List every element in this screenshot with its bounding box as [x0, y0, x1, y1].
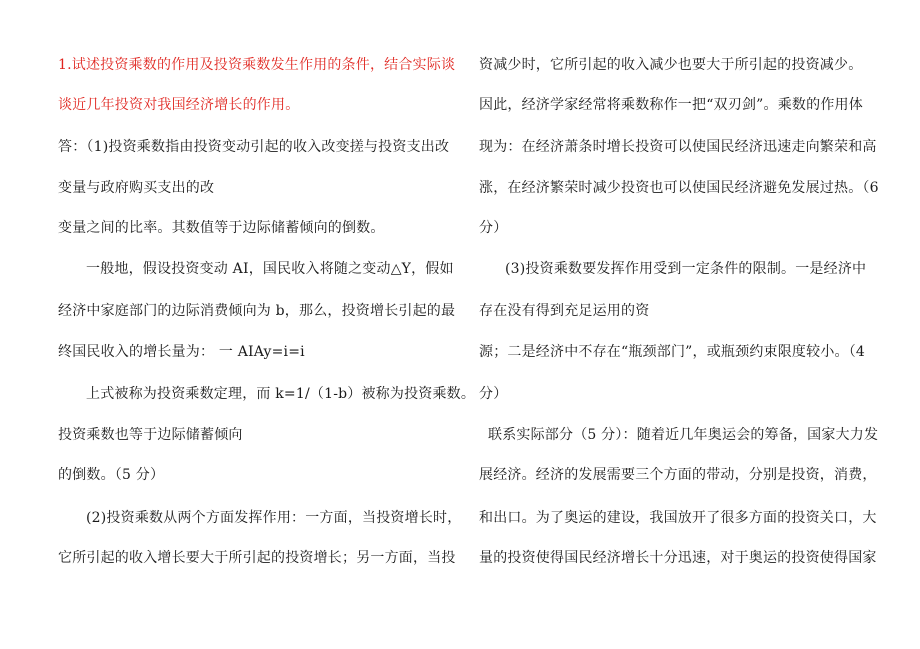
right-line-4: 涨，在经济繁荣时减少投资也可以使国民经济避免发展过热。（6: [479, 180, 879, 196]
right-line-8: 源；二是经济中不存在“瓶颈部门”，或瓶颈约束限度较小。（4: [479, 344, 866, 360]
paragraph-4-line-1: (2)投资乘数从两个方面发挥作用：一方面，当投资增长时，: [86, 510, 462, 526]
paragraph-2-line-3: 终国民收入的增长量为： 一 AIAy=i=i: [58, 344, 305, 360]
right-line-5: 分）: [479, 220, 508, 236]
answer-1-line-2: 变量与政府购买支出的改: [58, 180, 215, 196]
right-line-7: 存在没有得到充足运用的资: [479, 303, 650, 319]
question-line-2: 谈近几年投资对我国经济增长的作用。: [58, 97, 300, 113]
right-line-2: 因此，经济学家经常将乘数称作一把“双刃剑”。乘数的作用体: [479, 97, 863, 113]
right-line-13: 量的投资使得国民经济增长十分迅速，对于奥运的投资使得国家: [479, 550, 877, 566]
right-line-10: 联系实际部分（5 分）：随着近几年奥运会的筹备，国家大力发: [488, 427, 879, 443]
paragraph-4-line-2: 它所引起的收入增长要大于所引起的投资增长；另一方面，当投: [58, 550, 456, 566]
paragraph-3-line-1: 上式被称为投资乘数定理，而 k=1/（1-b）被称为投资乘数。: [86, 386, 476, 402]
right-line-9: 分）: [479, 386, 508, 402]
paragraph-2-line-2: 经济中家庭部门的边际消费倾向为 b，那么，投资增长引起的最: [58, 303, 456, 319]
right-line-3: 现为：在经济萧条时增长投资可以使国民经济迅速走向繁荣和高: [479, 139, 877, 155]
paragraph-2-line-1: 一般地，假设投资变动 AI，国民收入将随之变动△Y，假如: [86, 261, 454, 277]
answer-1-line-1: 答：（1)投资乘数指由投资变动引起的收入改变搓与投资支出改: [58, 139, 450, 155]
question-line-1: 1.试述投资乘数的作用及投资乘数发生作用的条件，结合实际谈: [58, 57, 456, 73]
right-line-11: 展经济。经济的发展需要三个方面的带动，分别是投资，消费，: [479, 467, 877, 483]
paragraph-3-line-3: 的倒数。（5 分）: [58, 467, 165, 483]
answer-1-line-3: 变量之间的比率。其数值等于边际储蓄倾向的倒数。: [58, 220, 385, 236]
right-line-1: 资减少时，它所引起的收入减少也要大于所引起的投资减少。: [479, 57, 863, 73]
right-line-6: (3)投资乘数要发挥作用受到一定条件的限制。一是经济中: [505, 261, 867, 277]
right-line-12: 和出口。为了奥运的建设，我国放开了很多方面的投资关口，大: [479, 510, 877, 526]
paragraph-3-line-2: 投资乘数也等于边际储蓄倾向: [58, 427, 243, 443]
